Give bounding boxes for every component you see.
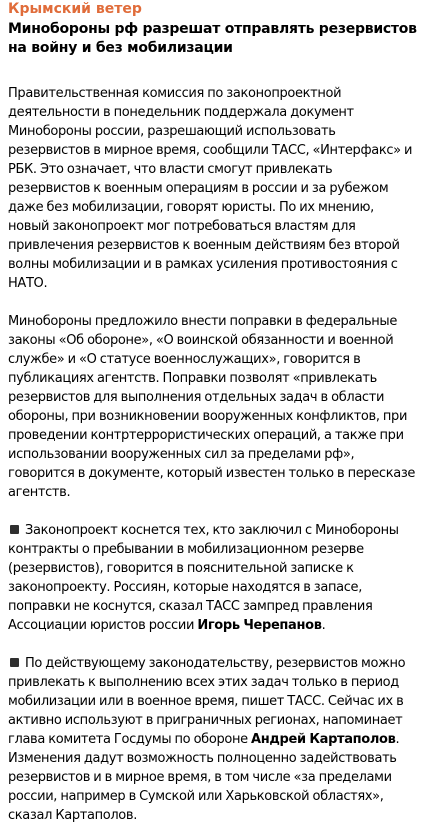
black-square-icon	[10, 525, 19, 534]
paragraph-4-text: По действующему законодательству, резервистов можно привлекать к выполнению всех этих задач только в период мобилизации или в военное время, пишет ТАСС. Сейчас их в активно используют в приграничных регионах, напоминает глава комитета Госдумы по обороне	[8, 656, 406, 747]
paragraph-4-bold-name: Андрей Картаполов	[251, 732, 396, 747]
black-square-icon	[10, 658, 19, 667]
paragraph-4	[8, 654, 417, 825]
paragraph-2: Минобороны предложило внести поправки в федеральные законы «Об обороне», «О воинской обязанности и военной службе» и «О статусе военнослужащих», говорится в публикациях агентств. Поправки позволят «привлекать резервистов для выполнения отдельных задач в области обороны, при возникновении вооруженных конфликтов, при проведении контртеррористических операций, а также при использовании вооруженных сил за пределами рф», говорится в документе, который известен только в пересказе агентств.	[8, 314, 416, 500]
paragraph-4-tail: . Изменения дадут возможность полноценно задействовать резервистов и в мирное время, в том числе «за пределами россии, например в Сумской или Харьковской областях», сказал Картаполов.	[8, 732, 400, 823]
post-title: Минобороны рф разрешат отправлять резервистов на войну и без мобилизации	[8, 21, 417, 56]
channel-name[interactable]: Крымский ветер	[8, 1, 142, 17]
paragraph-3-text: Законопроект коснется тех, кто заключил с Минобороны контракты о пребывании в мобилизационном резерве (резервистов), говорится в пояснительной записке к законопроекту. Россиян, которые находятся в запасе, поправки не коснутся, сказал ТАСС зампред правления Ассоциации юристов россии	[8, 523, 399, 633]
paragraph-3	[8, 521, 417, 635]
paragraph-3-tail: .	[321, 618, 326, 633]
paragraph-1: Правительственная комиссия по законопроектной деятельности в понедельник поддержала документ Минобороны россии, разрешающий использовать резервистов в мирное время, сообщили ТАСС, «Интерфакс» и РБК. Это означает, что власти смогут привлекать резервистов к военным операциям в россии и за рубежом даже без мобилизации, говорят юристы. По их мнению, новый законопроект мог потребоваться властям для привлечения резервистов к военным действиям без второй волны мобилизации и в рамках усиления противостояния с НАТО.	[8, 86, 413, 291]
paragraph-3-bold-name: Игорь Черепанов	[197, 618, 322, 633]
